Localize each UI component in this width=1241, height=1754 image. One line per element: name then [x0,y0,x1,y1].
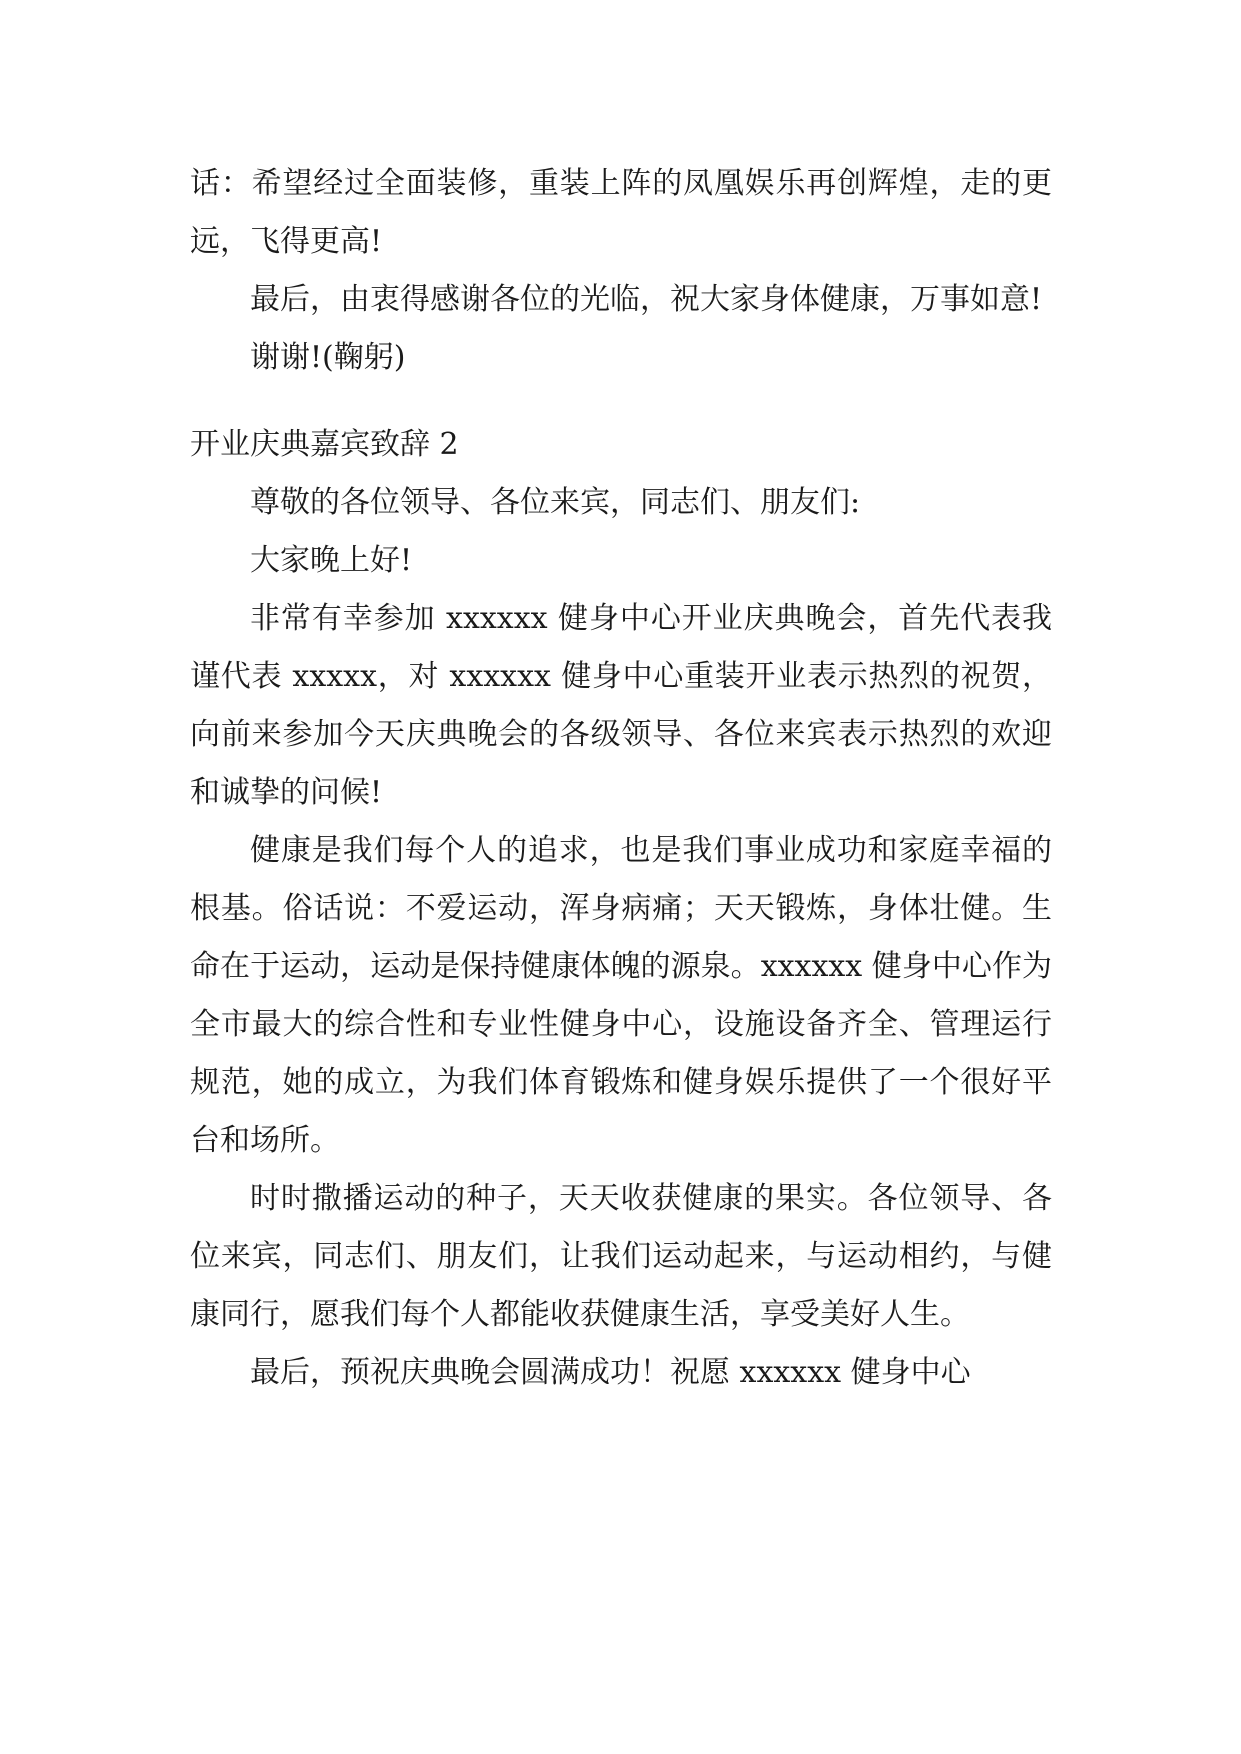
paragraph-closing-thanks: 最后，由衷得感谢各位的光临，祝大家身体健康，万事如意! [250,282,1043,317]
paragraph-final-wishes: 最后，预祝庆典晚会圆满成功！祝愿 xxxxxx 健身中心 [250,1355,971,1390]
document-page [190,155,1052,1402]
paragraph-thank-you: 谢谢!(鞠躬) [250,340,406,375]
section-title: 开业庆典嘉宾致辞 2 [190,427,459,462]
paragraph-exercise: 时时撒播运动的种子，天天收获健康的果实。各位领导、各位来宾，同志们、朋友们，让我们运动起来，与运动相约，与健康同行，愿我们每个人都能收获健康生活，享受美好人生。 [190,1181,1052,1332]
paragraph-greeting: 大家晚上好! [250,543,413,578]
paragraph-health: 健康是我们每个人的追求，也是我们事业成功和家庭幸福的根基。俗话说：不爱运动，浑身病痛；天天锻炼，身体壮健。生命在于运动，运动是保持健康体魄的源泉。xxxxxx 健身中心作为全市最大的综合性和专业性健身中心，设施设备齐全、管理运行规范，她的成立，为我们体育锻炼和健身娱乐提供了一个很好平台和场所。 [190,833,1052,1158]
paragraph-congratulations: 非常有幸参加 xxxxxx 健身中心开业庆典晚会，首先代表我谨代表 xxxxx，对 xxxxxx 健身中心重装开业表示热烈的祝贺，向前来参加今天庆典晚会的各级领导、各位来宾表示热烈的欢迎和诚挚的问候! [190,601,1052,810]
paragraph-salutation: 尊敬的各位领导、各位来宾，同志们、朋友们: [250,485,861,520]
paragraph-continuation: 话：希望经过全面装修，重装上阵的凤凰娱乐再创辉煌，走的更远，飞得更高! [190,166,1052,259]
